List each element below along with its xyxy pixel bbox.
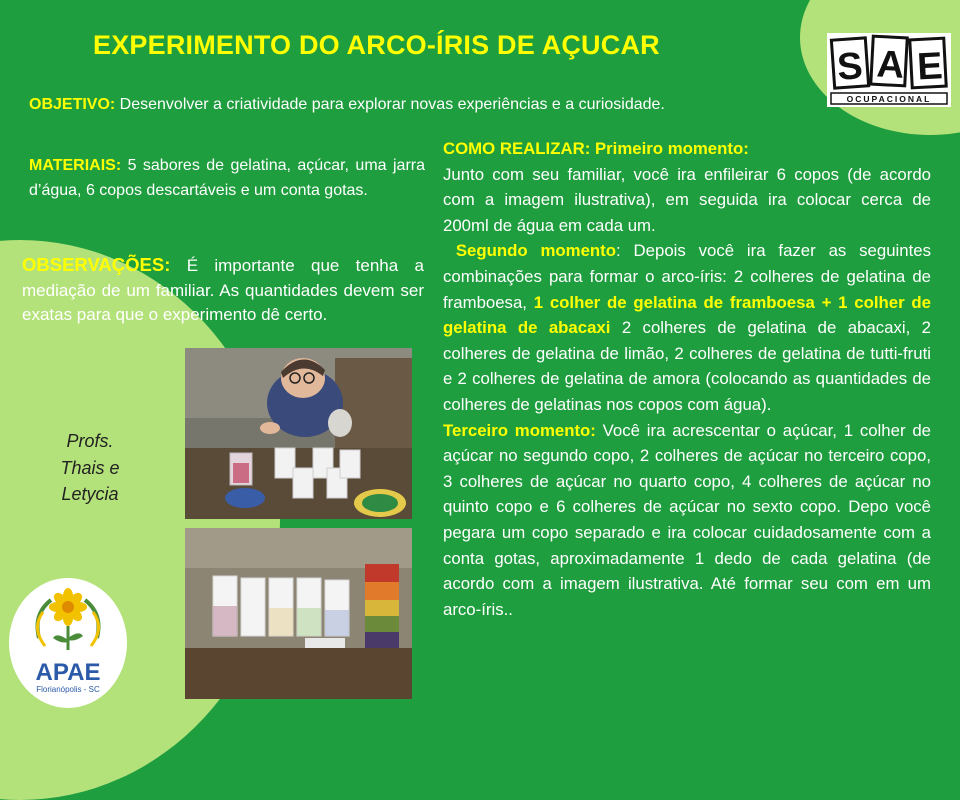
como-realizar-section — [443, 136, 931, 622]
objetivo-label: OBJETIVO: — [29, 96, 116, 113]
svg-text:Florianópolis - SC: Florianópolis - SC — [36, 685, 100, 694]
svg-text:S: S — [835, 45, 865, 89]
objetivo-text: Desenvolver a criatividade para explorar novas experiências e a curiosidade. — [115, 96, 665, 113]
materiais-label: MATERIAIS: — [29, 157, 122, 174]
svg-text:OCUPACIONAL: OCUPACIONAL — [846, 94, 932, 104]
primeiro-momento-text: Junto com seu familiar, você ira enfileirar 6 copos (de acordo com a imagem ilustrativa), em seguida ira colocar cerca de 200ml de água em cada um. — [443, 164, 931, 235]
observacoes-label: OBSERVAÇÕES: — [22, 254, 171, 275]
svg-text:E: E — [916, 45, 944, 89]
terceiro-momento-text: Você ira acrescentar o açúcar, 1 colher de açúcar no segundo copo, 2 colheres de açúcar no terceiro copo, 3 colheres de açúcar no quarto copo, 4 colheres de açúcar no quinto copo e 6 colheres de açúcar no sexto copo. Depo você pegara um copo separado e ira colocar cuidadosamente com a conta gotas, aproximadamente 1 dedo de cada gelatina (de acordo com a imagem ilustrativa. Até formar seu com em um arco-íris.. — [443, 420, 931, 619]
svg-text:APAE: APAE — [35, 659, 101, 686]
materiais-paragraph — [29, 154, 425, 203]
observacoes-text: É importante que tenha a mediação de um familiar. As quantidades devem ser exatas para que o experimento dê certo. — [22, 256, 424, 324]
photo-student-preparing-cups — [185, 348, 412, 519]
flower-icon — [37, 588, 98, 650]
teachers-line-3: Letycia — [61, 484, 119, 504]
sae-ocupacional-logo — [827, 33, 951, 107]
teachers-line-1: Profs. — [66, 431, 114, 451]
teachers-line-2: Thais e — [60, 457, 120, 478]
segundo-momento-text-b: 2 colheres de gelatina de abacaxi, 2 colheres de gelatina de limão, 2 colheres de gelatina de tutti-fruti e 2 colheres de gelatina de amora (colocando as quantidades de colheres de gelatinas nos copos com água). — [443, 318, 931, 414]
apae-logo — [9, 578, 127, 708]
page-title: EXPERIMENTO DO ARCO-ÍRIS DE AÇUCAR — [93, 30, 660, 60]
segundo-momento-label: Segundo momento — [455, 241, 617, 261]
segundo-momento-highlight: 1 colher de gelatina de framboesa + 1 colher de gelatina de abacaxi — [443, 292, 931, 338]
svg-text:A: A — [875, 43, 906, 87]
como-realizar-label: COMO REALIZAR: Primeiro momento: — [443, 139, 749, 158]
materiais-text: 5 sabores de gelatina, açúcar, uma jarra d’água, 6 copos descartáveis e um conta gotas. — [29, 157, 425, 199]
segundo-momento-text-a: : Depois você ira fazer as seguintes combinações para formar o arco-íris: 2 colheres de gelatina de framboesa, — [443, 241, 931, 312]
photo-rainbow-result — [185, 528, 412, 699]
observacoes-paragraph — [22, 253, 424, 328]
teachers-credit — [40, 428, 140, 508]
terceiro-momento-label: Terceiro momento: — [443, 420, 596, 440]
objetivo-paragraph — [29, 93, 769, 118]
